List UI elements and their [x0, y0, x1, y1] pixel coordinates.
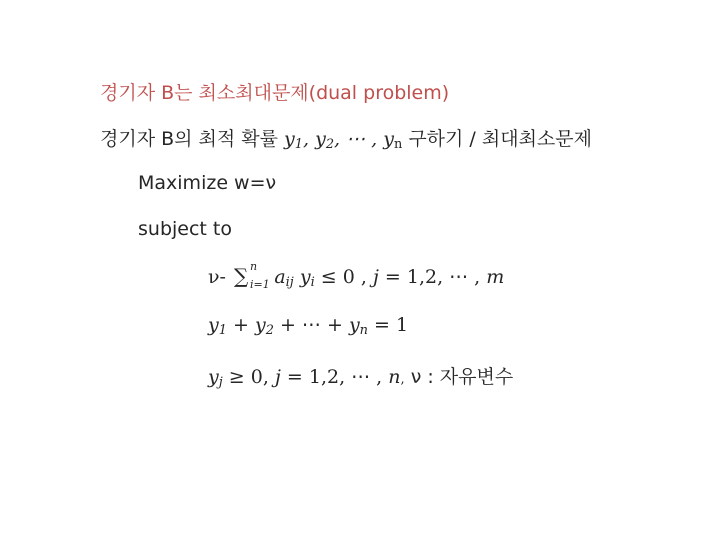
subtitle-suffix: 구하기 / 최대최소문제	[402, 128, 592, 150]
slide-title: 경기자 B는 최소최대문제(dual problem)	[100, 82, 450, 104]
maximize-line: Maximize w=ν	[138, 172, 277, 194]
summation-symbol: ∑ n i=1	[234, 260, 270, 291]
free-variable-note: ν : 자유변수	[404, 366, 514, 388]
subtitle-variables: $y_1$, $y_2$, ⋯ , $y_n$	[284, 128, 403, 153]
subject-to-line: subject to	[138, 218, 232, 240]
constraint-3: $y_j \ge 0$, j = 1,2, ⋯ , n, ν : 자유변수	[208, 366, 514, 391]
constraint-1: ν- ∑ n i=1 $a_{ij}$ $y_i \le 0$ , j = 1,2, ⋯ , m	[208, 260, 505, 291]
constraint-2: $y_1 + y_2$ + ⋯ + $y_n = 1$	[208, 314, 409, 339]
subtitle-prefix: 경기자 B의 최적 확률	[100, 128, 285, 150]
subtitle-line	[100, 124, 592, 152]
